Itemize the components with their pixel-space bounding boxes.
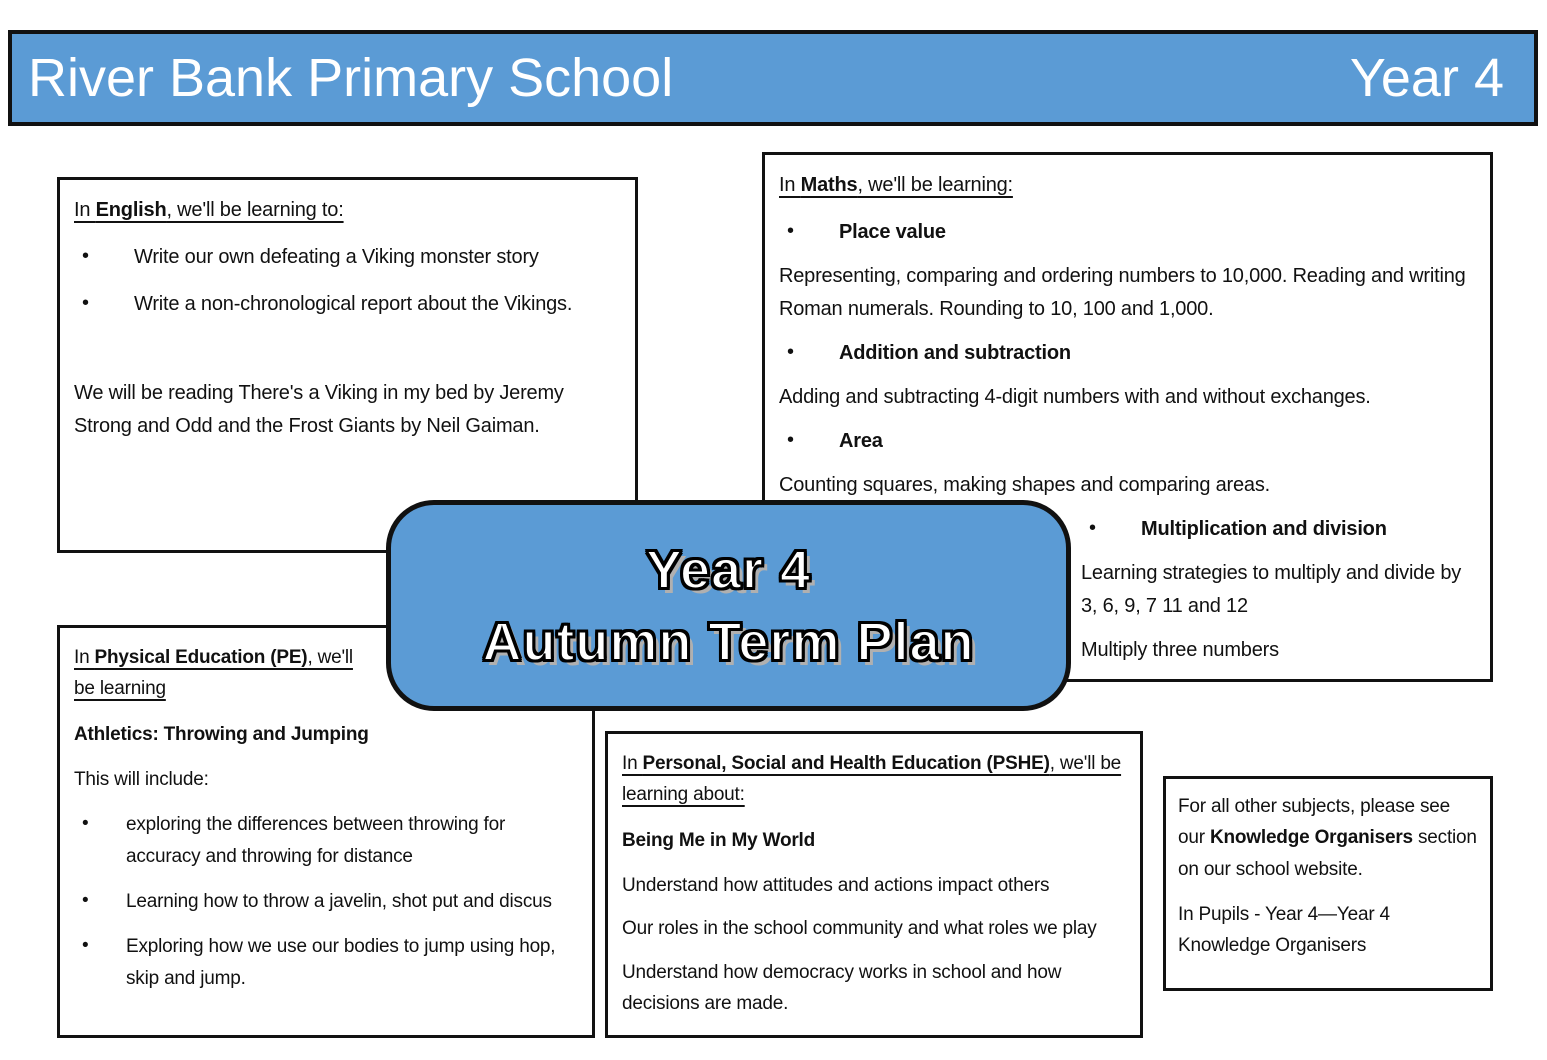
badge-year-line: Year 4 xyxy=(645,539,812,600)
pshe-paragraph: Understand how democracy works in school and how decisions are made. xyxy=(622,961,1062,1015)
note-text: section on our school website. xyxy=(1178,827,1477,880)
heading-subject: English xyxy=(95,199,167,221)
badge-term-line: Autumn Term Plan xyxy=(482,611,975,672)
english-reading-note: We will be reading There's a Viking in my bed by Jeremy Strong and Odd and the Frost Giants by Neil Gaiman. xyxy=(74,382,564,437)
note-text: For all other subjects, please see our xyxy=(1178,796,1451,849)
maths-heading xyxy=(779,169,1476,202)
heading-text: , we'll be learning to: xyxy=(166,199,344,221)
header-year-label: Year 4 xyxy=(1349,48,1504,108)
term-plan-badge xyxy=(386,500,1071,711)
maths-topic-label: • Multiplication and division xyxy=(1081,513,1473,546)
bullet-item: • exploring the differences between throwing for accuracy and throwing for distance xyxy=(74,809,578,872)
heading-text: In xyxy=(779,174,801,196)
heading-text: In xyxy=(622,753,643,774)
maths-topic-desc: Counting squares, making shapes and comparing areas. xyxy=(779,474,1271,496)
heading-text: , we'll be xyxy=(1049,753,1122,774)
pshe-heading xyxy=(622,748,1126,811)
pe-bullet-list xyxy=(74,809,578,994)
english-heading xyxy=(74,194,621,227)
maths-multiplication-section xyxy=(1081,513,1473,667)
maths-topic-desc: Multiply three numbers xyxy=(1081,639,1279,661)
maths-topic-label: • Area xyxy=(779,425,1476,458)
pe-intro: This will include: xyxy=(74,769,209,791)
header-bar xyxy=(8,30,1538,126)
heading-text: , we'll be learning: xyxy=(857,174,1013,196)
other-subjects-note xyxy=(1178,791,1478,885)
heading-text: In xyxy=(74,647,95,668)
bullet-item: • Write our own defeating a Viking monster story xyxy=(74,241,621,274)
pshe-subheading: Being Me in My World xyxy=(622,829,816,851)
maths-topic-desc: Adding and subtracting 4-digit numbers with and without exchanges. xyxy=(779,386,1371,408)
note-bold: Knowledge Organisers xyxy=(1209,827,1413,849)
maths-topic-desc: Learning strategies to multiply and divide by 3, 6, 9, 7 11 and 12 xyxy=(1081,562,1462,617)
bullet-item: • Write a non-chronological report about the Vikings. xyxy=(74,288,621,321)
heading-text: learning about: xyxy=(622,784,745,806)
bullet-item: • Exploring how we use our bodies to jump using hop, skip and jump. xyxy=(74,931,578,994)
english-bullet-list xyxy=(74,241,621,321)
heading-subject: Personal, Social and Health Education (PSHE) xyxy=(642,753,1050,774)
pshe-box xyxy=(605,731,1143,1038)
maths-topic-desc: Representing, comparing and ordering numbers to 10,000. Reading and writing Roman numerals. Rounding to 10, 100 and 1,000. xyxy=(779,265,1466,320)
heading-text: , we'll xyxy=(307,647,353,668)
heading-text: In xyxy=(74,199,96,221)
other-subjects-box xyxy=(1163,776,1493,991)
heading-text: be learning xyxy=(74,678,166,700)
heading-subject: Physical Education (PE) xyxy=(94,647,308,668)
maths-topic-label: • Addition and subtraction xyxy=(779,337,1476,370)
heading-subject: Maths xyxy=(800,174,858,196)
bullet-item: • Learning how to throw a javelin, shot put and discus xyxy=(74,886,578,917)
pshe-paragraph: Understand how attitudes and actions impact others xyxy=(622,875,1050,897)
pshe-paragraph: Our roles in the school community and what roles we play xyxy=(622,918,1097,940)
other-subjects-location: In Pupils - Year 4—Year 4 Knowledge Organisers xyxy=(1178,904,1390,957)
school-name: River Bank Primary School xyxy=(28,48,674,108)
english-box xyxy=(57,177,638,553)
pe-subheading: Athletics: Throwing and Jumping xyxy=(74,723,369,745)
maths-topic-label: • Place value xyxy=(779,216,1476,249)
